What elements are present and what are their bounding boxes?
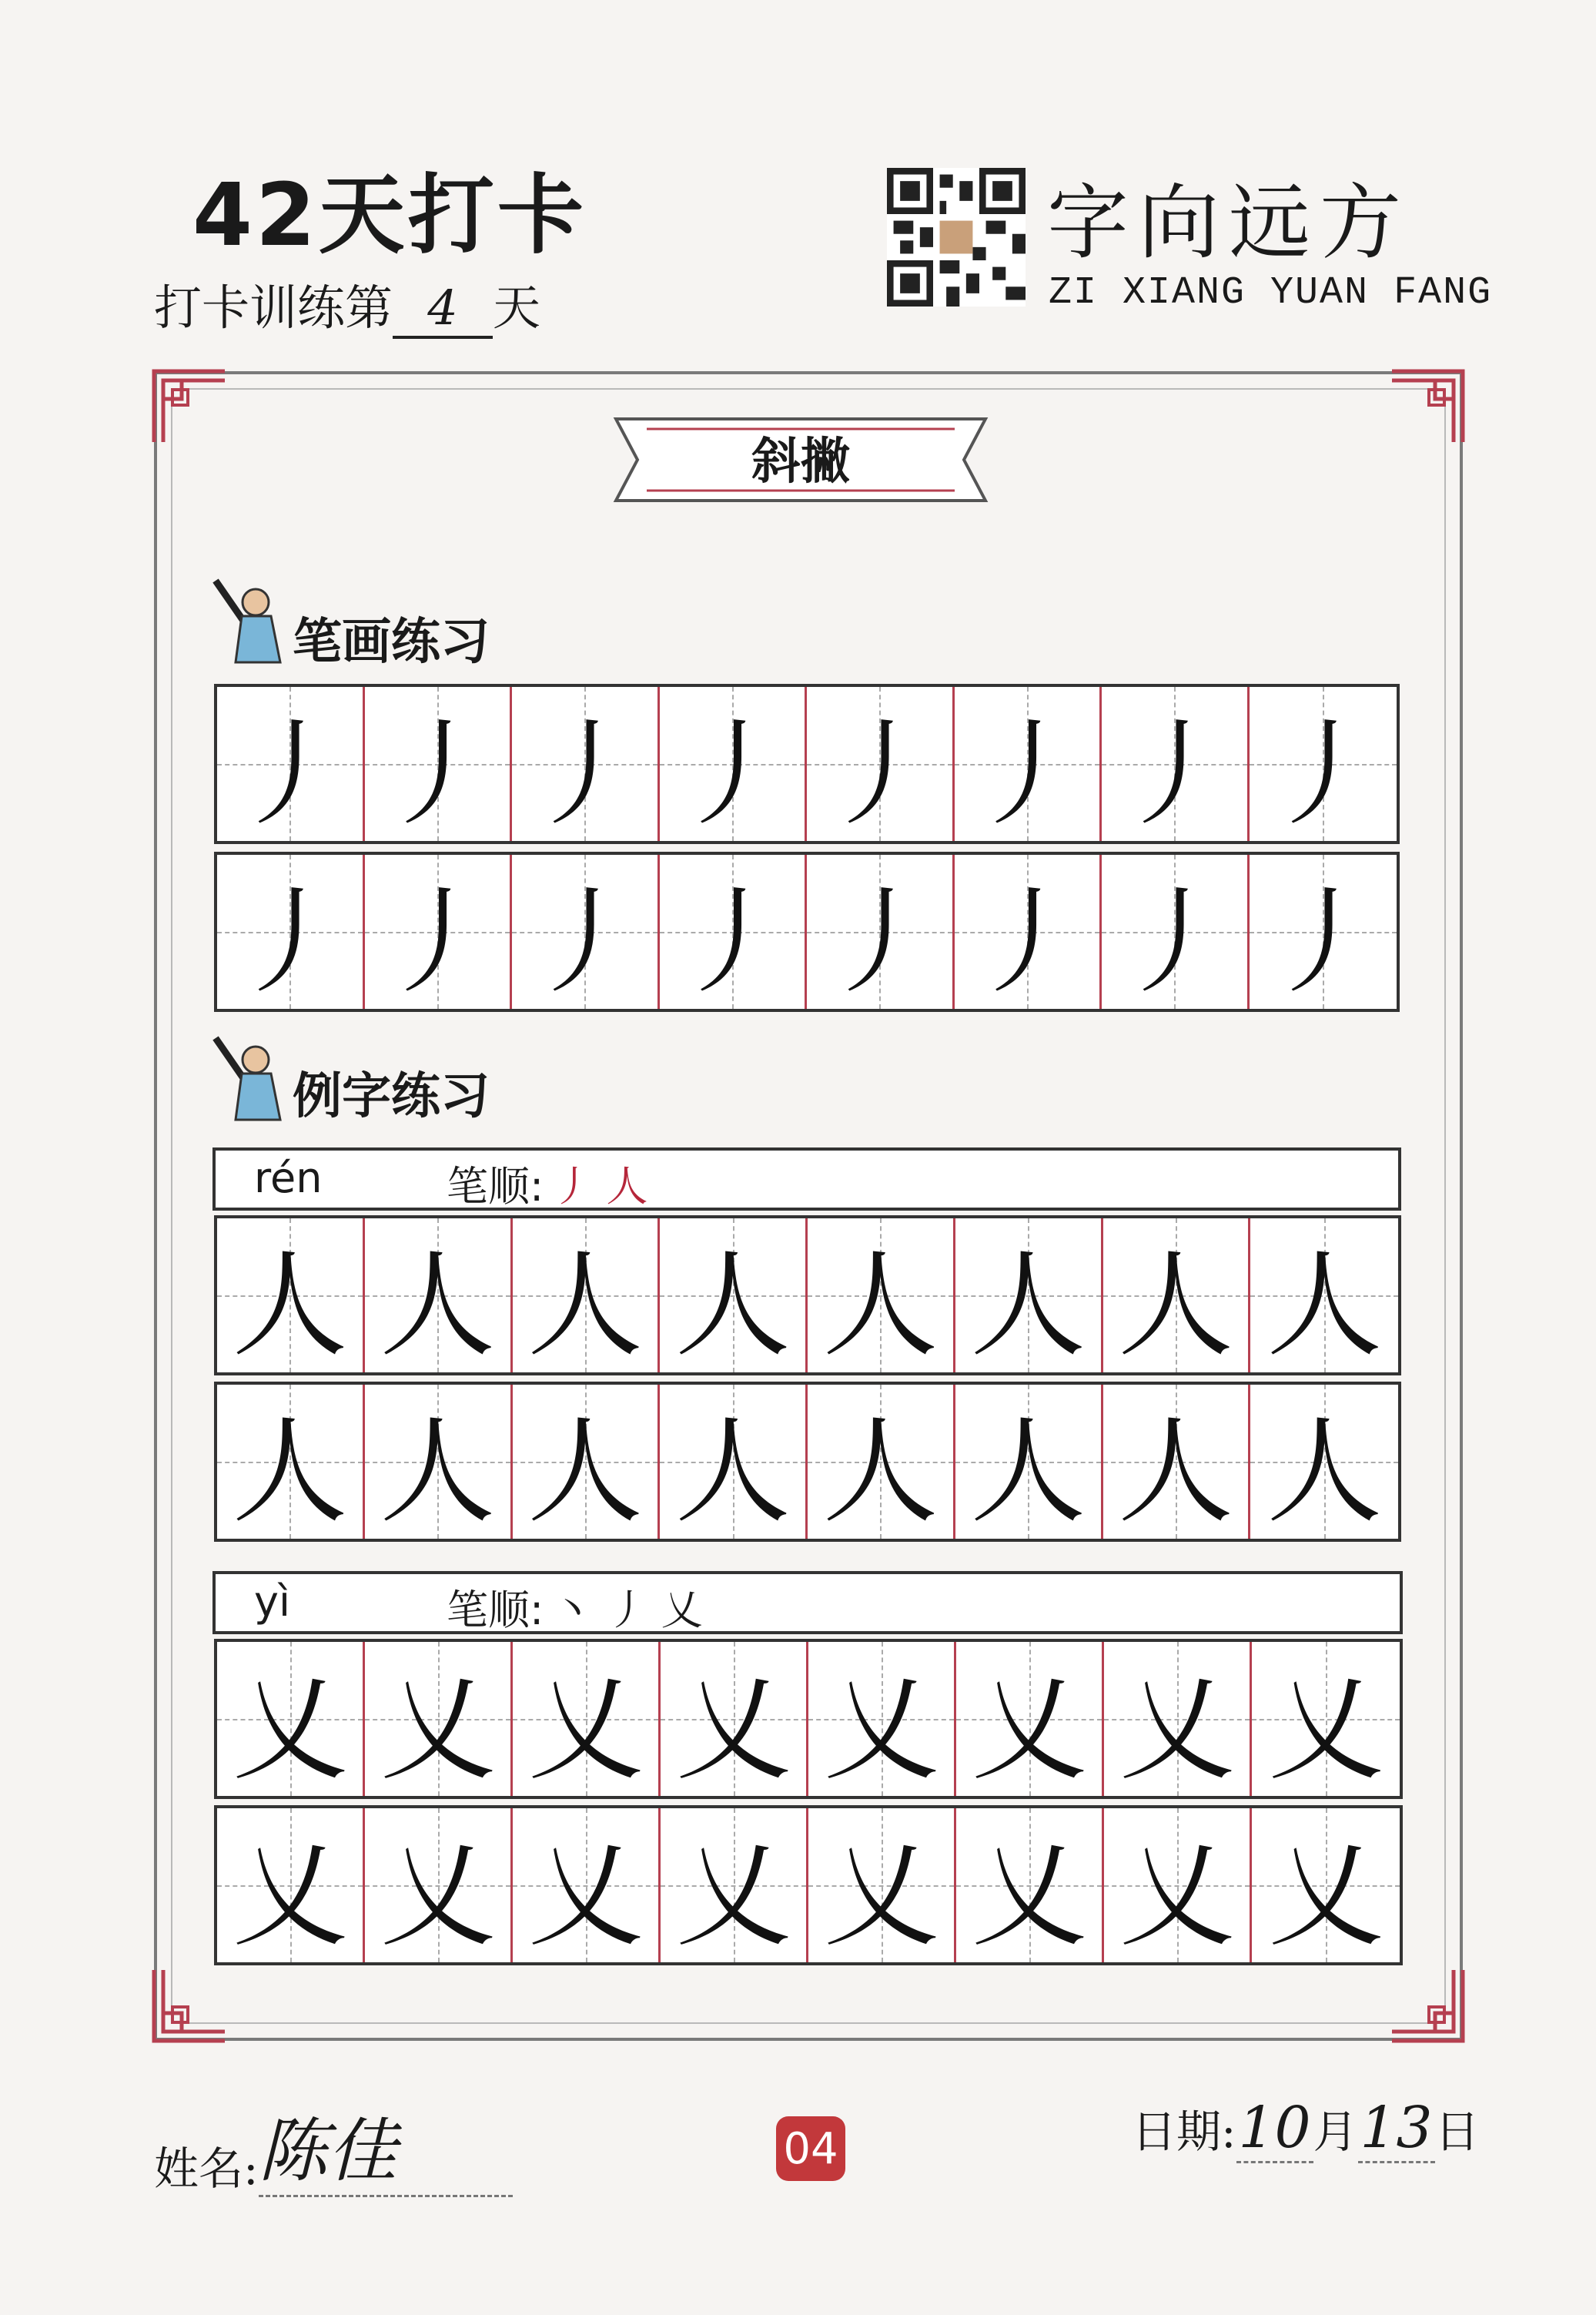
date-field (1132, 2095, 1480, 2163)
practice-cell[interactable]: 乂 (513, 1642, 661, 1796)
scholar-icon (209, 576, 286, 668)
name-label: 姓名: (154, 2142, 259, 2195)
char1-info-bar (212, 1147, 1401, 1211)
stroke-order-label: 笔顺: (447, 1162, 544, 1211)
practice-cell[interactable]: 乂 (217, 1642, 365, 1796)
practice-cell[interactable]: 丿 (807, 687, 955, 841)
practice-cell[interactable]: 人 (660, 1385, 808, 1539)
practice-cell[interactable]: 乂 (956, 1808, 1104, 1962)
char1-practice-row (214, 1382, 1401, 1542)
corner-ornament-icon (151, 368, 228, 445)
date-day[interactable]: 13 (1358, 2095, 1435, 2163)
brand-logo: 字向远方 (1047, 176, 1410, 270)
practice-cell[interactable]: 人 (365, 1218, 513, 1372)
practice-cell[interactable]: 乂 (956, 1642, 1104, 1796)
practice-cell[interactable]: 乂 (217, 1808, 365, 1962)
char2-stroke-order: 丶 丿 乂 (551, 1586, 703, 1634)
char1-pinyin: rén (254, 1154, 323, 1202)
section-example-title: 例字练习 (293, 1068, 490, 1125)
practice-cell[interactable]: 人 (955, 1385, 1103, 1539)
practice-cell[interactable]: 人 (955, 1218, 1103, 1372)
day-value: 4 (393, 280, 493, 339)
char2-pinyin: yì (254, 1577, 290, 1626)
practice-cell[interactable]: 人 (1250, 1218, 1398, 1372)
practice-cell[interactable]: 人 (1103, 1385, 1251, 1539)
practice-cell[interactable]: 人 (808, 1218, 955, 1372)
stroke-practice-row (214, 852, 1400, 1012)
practice-cell[interactable]: 丿 (1102, 855, 1250, 1009)
practice-cell[interactable]: 乂 (808, 1642, 956, 1796)
practice-cell[interactable]: 乂 (661, 1808, 808, 1962)
practice-cell[interactable]: 丿 (365, 687, 513, 841)
day-unit: 日 (1434, 2106, 1480, 2158)
corner-ornament-icon (151, 1967, 228, 2044)
corner-ornament-icon (1389, 1967, 1466, 2044)
practice-cell[interactable]: 人 (660, 1218, 808, 1372)
char1-stroke-order: 丿 人 (551, 1162, 648, 1211)
char2-practice-row (214, 1805, 1403, 1965)
day-prefix: 打卡训练第 (154, 280, 393, 336)
name-value[interactable]: 陈佳 (259, 2095, 513, 2197)
practice-cell[interactable]: 丿 (807, 855, 955, 1009)
day-counter (154, 270, 540, 339)
corner-ornament-icon (1389, 368, 1466, 445)
practice-cell[interactable]: 乂 (661, 1642, 808, 1796)
practice-cell[interactable]: 人 (1103, 1218, 1251, 1372)
practice-cell[interactable]: 丿 (660, 687, 808, 841)
practice-cell[interactable]: 丿 (365, 855, 513, 1009)
practice-cell[interactable]: 丿 (955, 687, 1102, 841)
name-field (154, 2095, 513, 2197)
practice-cell[interactable]: 人 (513, 1385, 661, 1539)
practice-cell[interactable]: 丿 (955, 855, 1102, 1009)
practice-cell[interactable]: 乂 (1104, 1808, 1252, 1962)
practice-cell[interactable]: 丿 (1102, 687, 1250, 841)
practice-cell[interactable]: 丿 (217, 855, 365, 1009)
page-title: 42天打卡 (192, 166, 587, 266)
day-suffix: 天 (493, 280, 541, 336)
practice-cell[interactable]: 人 (513, 1218, 661, 1372)
char2-info-bar (212, 1571, 1403, 1634)
char2-practice-row (214, 1639, 1403, 1799)
stroke-order-label: 笔顺: (447, 1586, 544, 1634)
practice-cell[interactable]: 丿 (1250, 855, 1397, 1009)
practice-cell[interactable]: 乂 (365, 1642, 513, 1796)
practice-cell[interactable]: 乂 (1252, 1808, 1400, 1962)
practice-cell[interactable]: 乂 (1252, 1642, 1400, 1796)
practice-cell[interactable]: 人 (1250, 1385, 1398, 1539)
practice-cell[interactable]: 丿 (512, 855, 660, 1009)
month-unit: 月 (1313, 2106, 1358, 2158)
practice-cell[interactable]: 乂 (1104, 1642, 1252, 1796)
scholar-icon (209, 1034, 286, 1126)
practice-cell[interactable]: 乂 (365, 1808, 513, 1962)
practice-cell[interactable]: 人 (217, 1385, 365, 1539)
practice-cell[interactable]: 人 (217, 1218, 365, 1372)
section-stroke-title: 笔画练习 (293, 614, 490, 671)
date-label: 日期: (1132, 2106, 1236, 2158)
practice-cell[interactable]: 人 (808, 1385, 955, 1539)
page-number-badge: 04 (776, 2116, 845, 2181)
brand-subtitle: ZI XIANG YUAN FANG (1049, 271, 1493, 315)
practice-cell[interactable]: 乂 (808, 1808, 956, 1962)
practice-cell[interactable]: 丿 (660, 855, 808, 1009)
date-month[interactable]: 10 (1236, 2095, 1313, 2163)
practice-cell[interactable]: 丿 (217, 687, 365, 841)
stroke-title: 斜撇 (751, 434, 850, 491)
practice-cell[interactable]: 丿 (1250, 687, 1397, 841)
practice-cell[interactable]: 人 (365, 1385, 513, 1539)
stroke-practice-row (214, 684, 1400, 844)
practice-cell[interactable]: 乂 (513, 1808, 661, 1962)
qr-code-icon (887, 168, 1026, 307)
practice-cell[interactable]: 丿 (512, 687, 660, 841)
char1-practice-row (214, 1215, 1401, 1375)
